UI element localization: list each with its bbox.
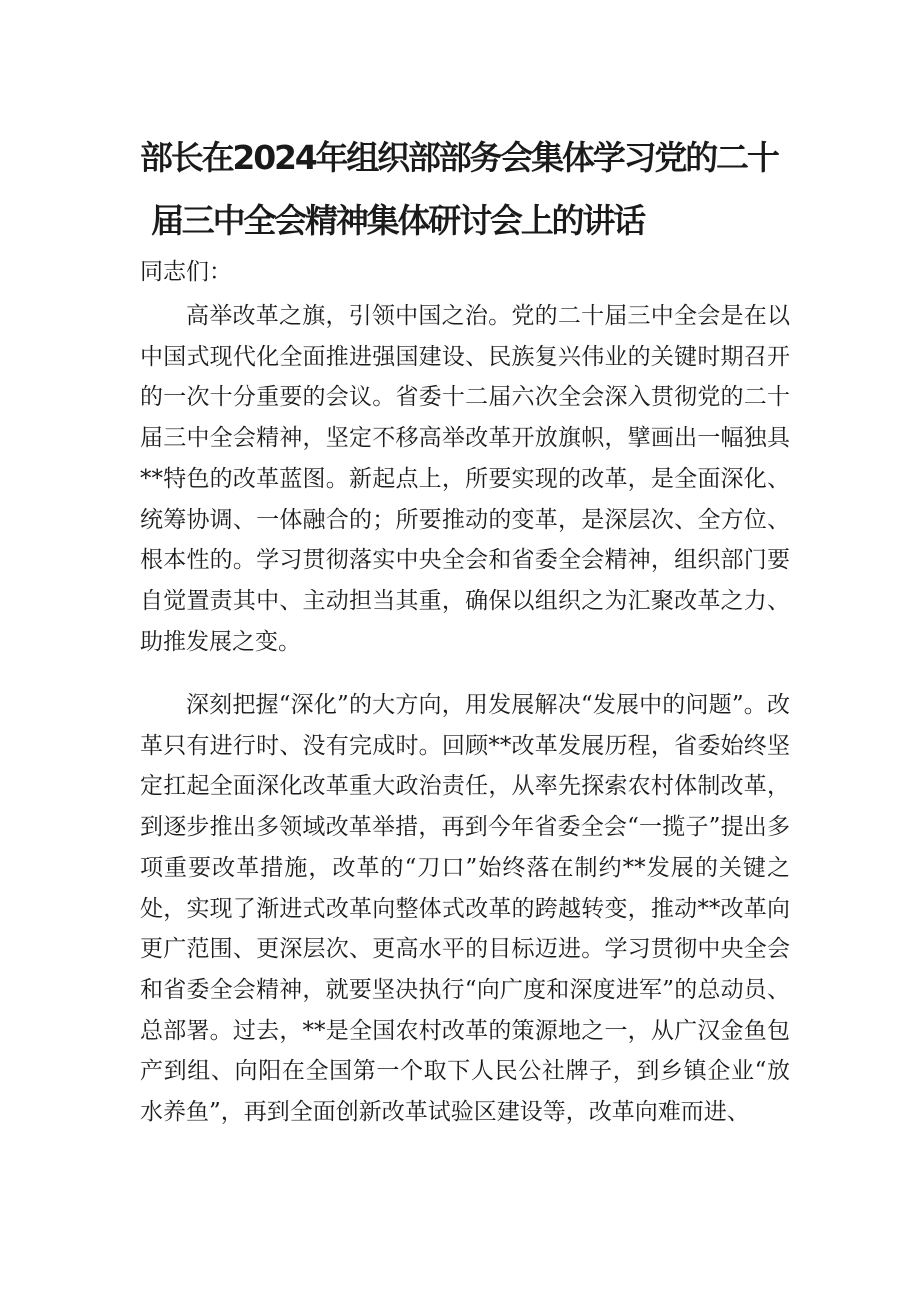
document-title-line-1: 部长在2024年组织部部务会集体学习党的二十 xyxy=(140,138,778,177)
salutation: 同志们： xyxy=(140,259,232,285)
document-title-line-2: 届三中全会精神集体研讨会上的讲话 xyxy=(151,201,644,240)
paragraph-2: 深刻把握“深化”的大方向，用发展解决“发展中的问题”。改革只有进行时、没有完成时。回顾**改革发展历程，省委始终坚定扛起全面深化改革重大政治责任，从率先探索农村体制改革，到逐步推出多领域改革举措，再到今年省委全会“一揽子”提出多项重要改革措施，改革的“刀口”始终落在制约**发展的关键之处，实现了渐进式改革向整体式改革的跨越转变，推动**改革向更广范围、更深层次、更高水平的目标迈进。学习贯彻中央全会和省委全会精神，就要坚决执行“向广度和深度进军”的总动员、总部署。过去，**是全国农村改革的策源地之一，从广汉金鱼包产到组、向阳在全国第一个取下人民公社牌子，到乡镇企业“放水养鱼”，再到全面创新改革试验区建设等，改革向难而进、 xyxy=(140,692,790,1126)
paragraph-1: 高举改革之旗，引领中国之治。党的二十届三中全会是在以中国式现代化全面推进强国建设、民族复兴伟业的关键时期召开的一次十分重要的会议。省委十二届六次全会深入贯彻党的二十届三中全会精神，坚定不移高举改革开放旗帜，擘画出一幅独具**特色的改革蓝图。新起点上，所要实现的改革，是全面深化、统筹协调、一体融合的；所要推动的变革，是深层次、全方位、根本性的。学习贯彻落实中央全会和省委全会精神，组织部门要自觉置责其中、主动担当其重，确保以组织之为汇聚改革之力、助推发展之变。 xyxy=(140,303,790,655)
